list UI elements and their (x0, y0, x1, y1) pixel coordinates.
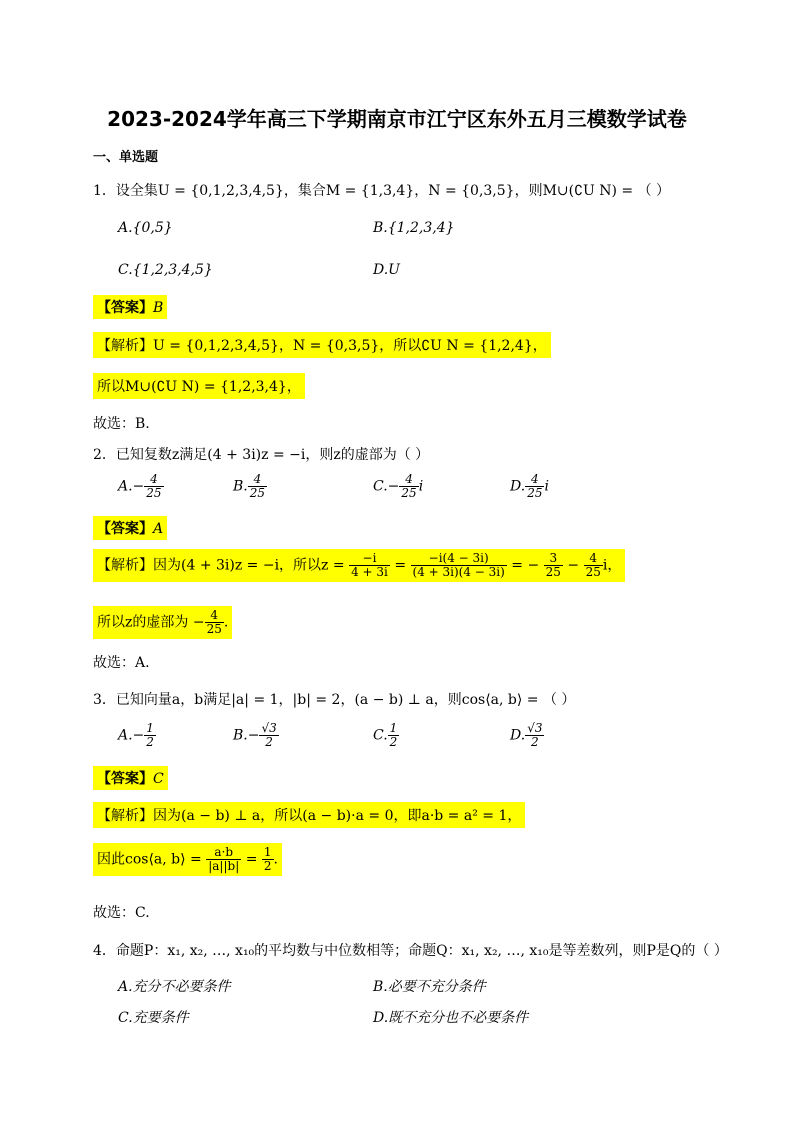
q3-explanation-2: 因此cos⟨a, b⟩ = $\frac{a\cdot b}{|a||b|}$ = $\frac{1}{2}$ . (93, 843, 282, 876)
q3-stem: 3．已知向量a，b满足|a| = 1，|b| = 2，(a − b) ⊥ a，则cos⟨a, b⟩ = （ ） (93, 692, 576, 708)
q4-stem: 4．命题P：x₁, x₂, …, x₁₀的平均数与中位数相等；命题Q：x₁, x₂, …, x₁₀是等差数列，则P是Q的（ ） (93, 943, 728, 959)
q3-option-b: B.− $\frac{√3}{2}$ (233, 721, 277, 749)
q2-conclusion: 故选：A. (93, 655, 150, 671)
q1-answer: 【答案】B (93, 295, 167, 319)
q2-answer: 【答案】A (93, 516, 167, 540)
q3-answer: 【答案】C (93, 766, 168, 790)
q2-explanation-1: 【解析】因为(4 + 3i)z = −i，所以z = $\frac{-i}{4 + 3i}$ = $\frac{-i(4 - 3i)}{(4 + 3i)(4 - 3i)}$ = − $\frac{3}{25}$ − $\frac{4}{25}$ i， (93, 549, 625, 582)
q2-option-c: C.− $\frac{4}{25}$ i (373, 472, 424, 500)
q3-option-d: D. $\frac{√3}{2}$ (510, 721, 543, 749)
q4-option-d: D.既不充分也不必要条件 (373, 1010, 529, 1026)
q1-stem: 1．设全集U = {0,1,2,3,4,5}，集合M = {1,3,4}，N = {0,3,5}，则M∪(∁U N) = （ ） (93, 183, 671, 199)
q2-option-d: D. $\frac{4}{25}$ i (510, 472, 549, 500)
q1-option-d: D.U (373, 262, 400, 278)
q1-explanation-2: 所以M∪(∁U N) = {1,2,3,4}， (93, 373, 305, 399)
q2-option-b: B. $\frac{4}{25}$ (233, 472, 266, 500)
q2-explanation-2: 所以z的虚部为 − $\frac{4}{25}$ . (93, 606, 232, 639)
q1-conclusion: 故选：B. (93, 416, 150, 432)
q1-option-c: C.{1,2,3,4,5} (118, 262, 213, 278)
q3-explanation-1: 【解析】因为(a − b) ⊥ a，所以(a − b)·a = 0，即a·b = a² = 1， (93, 802, 525, 828)
q3-option-a: A.− $\frac{1}{2}$ (118, 721, 154, 749)
page-title: 2023-2024学年高三下学期南京市江宁区东外五月三模数学试卷 (107, 107, 687, 131)
q3-option-c: C. $\frac{1}{2}$ (373, 721, 398, 749)
section-heading: 一、单选题 (93, 150, 159, 165)
q4-option-c: C.充要条件 (118, 1010, 189, 1026)
q4-option-b: B.必要不充分条件 (373, 979, 486, 995)
q3-conclusion: 故选：C. (93, 905, 150, 921)
q1-option-b: B.{1,2,3,4} (373, 220, 455, 236)
q4-option-a: A.充分不必要条件 (118, 979, 231, 995)
q2-stem: 2．已知复数z满足(4 + 3i)z = −i，则z的虚部为（ ） (93, 447, 430, 463)
q1-option-a: A.{0,5} (118, 220, 173, 236)
q1-explanation-1: 【解析】U = {0,1,2,3,4,5}，N = {0,3,5}，所以∁U N = {1,2,4}， (93, 332, 551, 358)
q2-option-a: A.− $\frac{4}{25}$ (118, 472, 162, 500)
